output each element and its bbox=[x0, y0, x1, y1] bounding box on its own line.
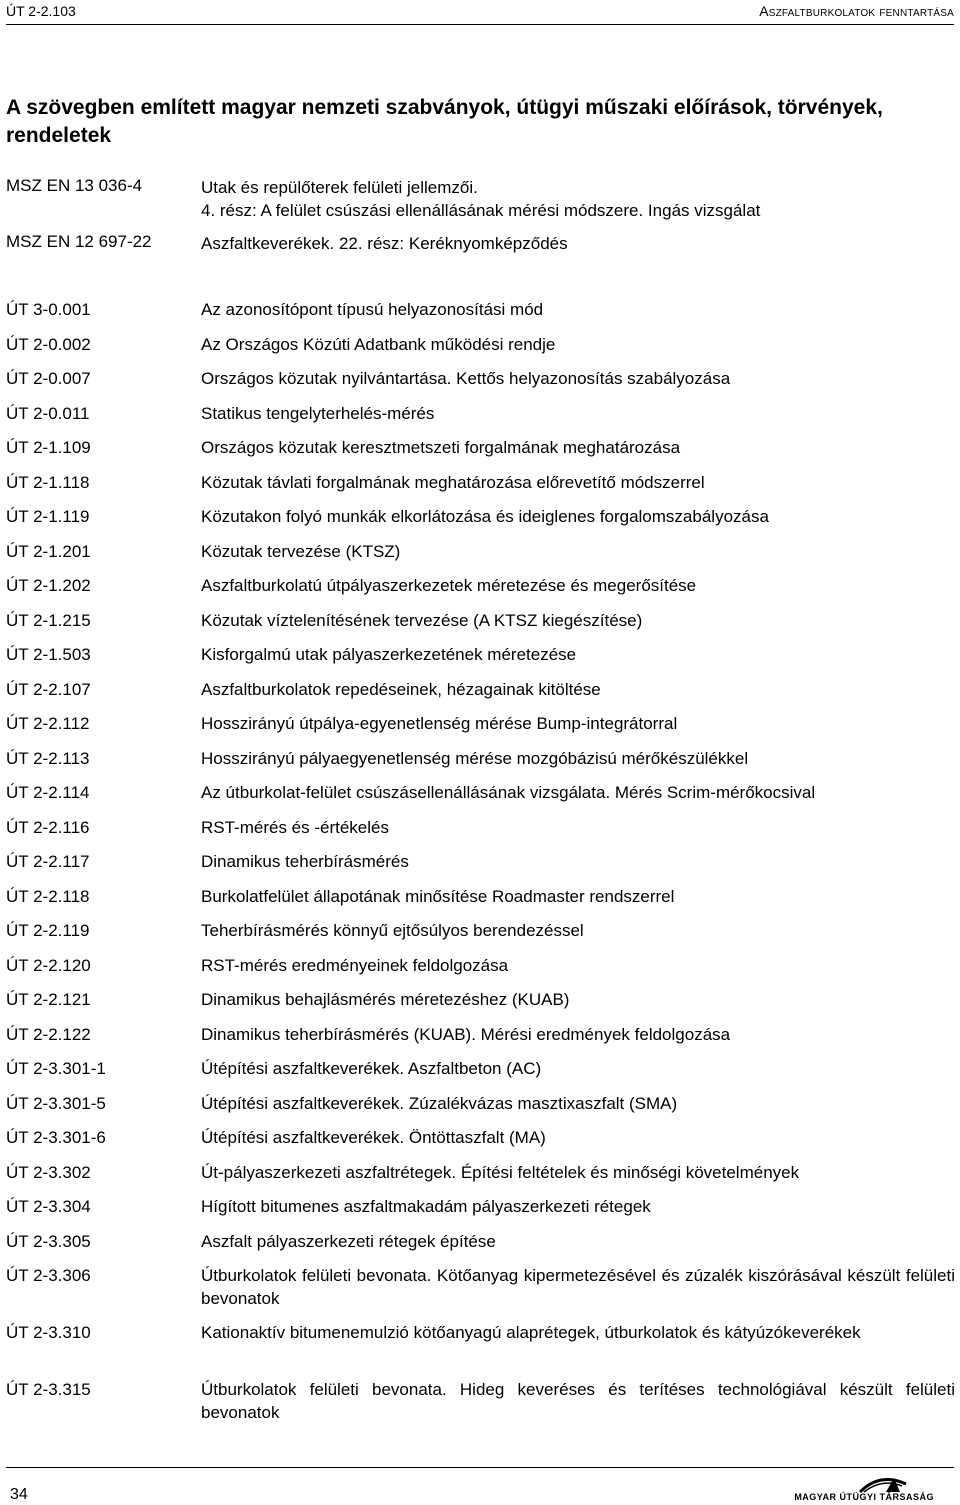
spec-code: ÚT 2-2.112 bbox=[6, 714, 90, 733]
spec-description: Statikus tengelyterhelés-mérés bbox=[201, 404, 435, 423]
spec-code: ÚT 2-2.119 bbox=[6, 921, 90, 940]
description-line: 4. rész: A felület csúszási ellenállásának mérési módszere. Ingás vizsgálat bbox=[201, 201, 761, 220]
spec-description: RST-mérés és -értékelés bbox=[201, 818, 389, 837]
spec-description: Aszfalt pályaszerkezeti rétegek építése bbox=[201, 1232, 496, 1251]
standard-code: MSZ EN 12 697-22 bbox=[6, 232, 152, 251]
spec-code: ÚT 2-1.215 bbox=[6, 611, 91, 630]
description-line: Utak és repülőterek felületi jellemzői. bbox=[201, 178, 478, 197]
spec-description: Hosszirányú útpálya-egyenetlenség mérése Bump-integrátorral bbox=[201, 714, 678, 733]
spec-code: ÚT 2-2.113 bbox=[6, 749, 90, 768]
spec-description: Dinamikus teherbírásmérés bbox=[201, 852, 409, 871]
spec-code: ÚT 2-3.302 bbox=[6, 1163, 91, 1182]
organization-logo bbox=[794, 1470, 942, 1504]
spec-code: ÚT 2-1.109 bbox=[6, 438, 91, 457]
spec-code: ÚT 2-1.503 bbox=[6, 645, 91, 664]
spec-code: ÚT 2-2.118 bbox=[6, 887, 90, 906]
spec-description: Út-pályaszerkezeti aszfaltrétegek. Építési feltételek és minőségi követelmények bbox=[201, 1163, 800, 1182]
spec-description: Dinamikus teherbírásmérés (KUAB). Mérési eredmények feldolgozása bbox=[201, 1025, 731, 1044]
spec-description: Útburkolatok felületi bevonata. Kötőanyag kipermetezésével és zúzalék kiszórásával készült felületi bevonatok bbox=[201, 1266, 955, 1308]
spec-code: ÚT 2-3.310 bbox=[6, 1323, 91, 1342]
spec-description: Az útburkolat-felület csúszásellenállásának vizsgálata. Mérés Scrim-mérőkocsival bbox=[201, 783, 816, 802]
spec-description: Útburkolatok felületi bevonata. Hideg keveréses és terítéses technológiával készült felületi bevonatok bbox=[201, 1380, 955, 1422]
spec-code: ÚT 3-0.001 bbox=[6, 300, 91, 319]
spec-description: Hígított bitumenes aszfaltmakadám pályaszerkezeti rétegek bbox=[201, 1197, 651, 1216]
page-number: 34 bbox=[10, 1486, 28, 1503]
spec-code: ÚT 2-1.202 bbox=[6, 576, 91, 595]
spec-code: ÚT 2-2.121 bbox=[6, 990, 91, 1009]
spec-description: Útépítési aszfaltkeverékek. Aszfaltbeton (AC) bbox=[201, 1059, 542, 1078]
spec-code: ÚT 2-3.305 bbox=[6, 1232, 91, 1251]
description-line: Aszfaltkeverékek. 22. rész: Keréknyomképződés bbox=[201, 234, 568, 253]
spec-code: ÚT 2-3.301-1 bbox=[6, 1059, 106, 1078]
spec-code: ÚT 2-0.002 bbox=[6, 335, 91, 354]
standard-description bbox=[201, 176, 956, 222]
spec-code: ÚT 2-1.118 bbox=[6, 473, 90, 492]
spec-description: Országos közutak keresztmetszeti forgalmának meghatározása bbox=[201, 438, 681, 457]
header-document-title: Aszfaltburkolatok fenntartása bbox=[759, 3, 954, 19]
spec-description: Kisforgalmú utak pályaszerkezetének méretezése bbox=[201, 645, 577, 664]
header-divider bbox=[6, 24, 954, 25]
spec-description: Közutak tervezése (KTSZ) bbox=[201, 542, 401, 561]
spec-description: Útépítési aszfaltkeverékek. Zúzalékvázas masztixaszfalt (SMA) bbox=[201, 1094, 678, 1113]
spec-description: Országos közutak nyilvántartása. Kettős helyazonosítás szabályozása bbox=[201, 369, 731, 388]
spec-code: ÚT 2-2.117 bbox=[6, 852, 90, 871]
spec-code: ÚT 2-2.122 bbox=[6, 1025, 91, 1044]
spec-code: ÚT 2-1.119 bbox=[6, 507, 90, 526]
spec-description: Aszfaltburkolatú útpályaszerkezetek méretezése és megerősítése bbox=[201, 576, 697, 595]
header-document-code: ÚT 2-2.103 bbox=[6, 3, 76, 19]
standard-description bbox=[201, 232, 956, 255]
spec-code: ÚT 2-3.301-5 bbox=[6, 1094, 106, 1113]
spec-code: ÚT 2-3.306 bbox=[6, 1266, 91, 1285]
logo-text: MAGYAR ÚTÜGYI TÁRSASÁG bbox=[794, 1492, 934, 1502]
spec-description: Dinamikus behajlásmérés méretezéshez (KUAB) bbox=[201, 990, 570, 1009]
spec-description: Teherbírásmérés könnyű ejtősúlyos berendezéssel bbox=[201, 921, 584, 940]
spec-description: Hosszirányú pályaegyenetlenség mérése mozgóbázisú mérőkészülékkel bbox=[201, 749, 749, 768]
spec-code: ÚT 2-2.116 bbox=[6, 818, 90, 837]
spec-code: ÚT 2-1.201 bbox=[6, 542, 91, 561]
spec-code: ÚT 2-0.011 bbox=[6, 404, 90, 423]
spec-description: Közutak távlati forgalmának meghatározása előrevetítő módszerrel bbox=[201, 473, 705, 492]
spec-description: Közutakon folyó munkák elkorlátozása és ideiglenes forgalomszabályozása bbox=[201, 507, 769, 526]
footer-divider bbox=[6, 1467, 954, 1468]
spec-description: Közutak víztelenítésének tervezése (A KTSZ kiegészítése) bbox=[201, 611, 643, 630]
spec-description: Útépítési aszfaltkeverékek. Öntöttaszfalt (MA) bbox=[201, 1128, 546, 1147]
spec-code: ÚT 2-2.120 bbox=[6, 956, 91, 975]
spec-code: ÚT 2-3.315 bbox=[6, 1380, 91, 1399]
spec-code: ÚT 2-2.114 bbox=[6, 783, 90, 802]
standard-code: MSZ EN 13 036-4 bbox=[6, 176, 143, 195]
spec-code: ÚT 2-0.007 bbox=[6, 369, 91, 388]
spec-code: ÚT 2-3.304 bbox=[6, 1197, 91, 1216]
spec-description: Kationaktív bitumenemulzió kötőanyagú alaprétegek, útburkolatok és kátyúzókeverékek bbox=[201, 1323, 861, 1342]
spec-description: Burkolatfelület állapotának minősítése Roadmaster rendszerrel bbox=[201, 887, 675, 906]
spec-description: Az azonosítópont típusú helyazonosítási mód bbox=[201, 300, 544, 319]
spec-code: ÚT 2-3.301-6 bbox=[6, 1128, 106, 1147]
section-title: A szövegben említett magyar nemzeti szabványok, útügyi műszaki előírások, törvények, rendeletek bbox=[6, 96, 883, 147]
spec-description: Az Országos Közúti Adatbank működési rendje bbox=[201, 335, 556, 354]
spec-code: ÚT 2-2.107 bbox=[6, 680, 91, 699]
spec-description: Aszfaltburkolatok repedéseinek, hézagainak kitöltése bbox=[201, 680, 601, 699]
spec-description: RST-mérés eredményeinek feldolgozása bbox=[201, 956, 509, 975]
